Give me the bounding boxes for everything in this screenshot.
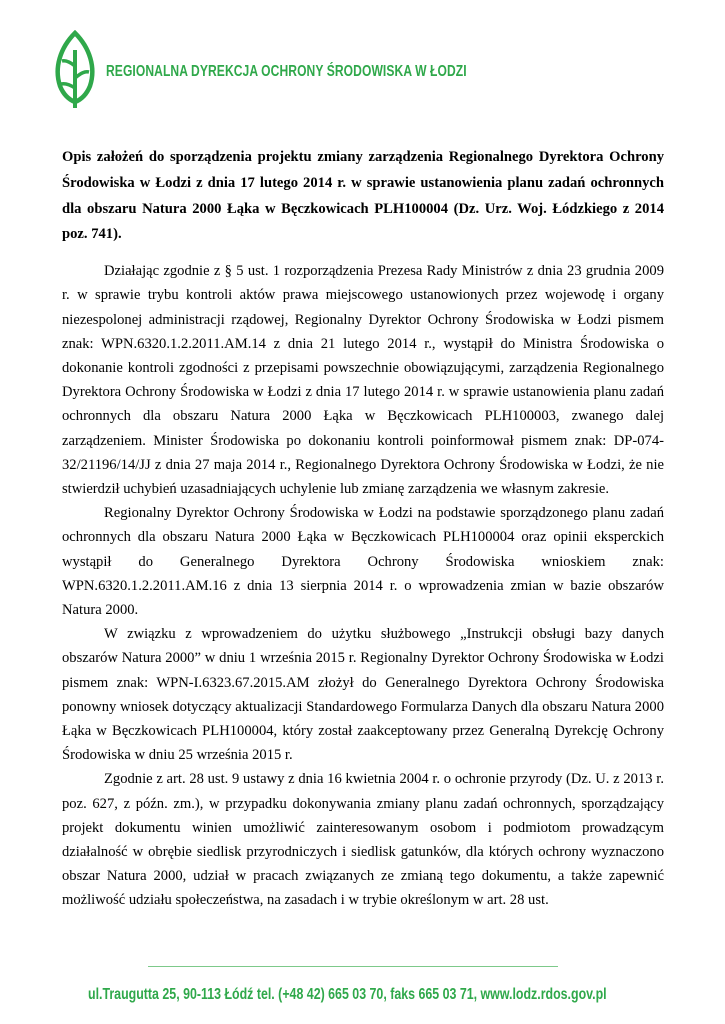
organization-name: REGIONALNA DYREKCJA OCHRONY ŚRODOWISKA W ŁODZI <box>106 63 467 80</box>
footer-address: ul.Traugutta 25, 90-113 Łódź tel. (+48 42) 665 03 70, faks 665 03 71, www.lodz.rdos.gov.pl <box>88 986 607 1003</box>
paragraph: Działając zgodnie z § 5 ust. 1 rozporządzenia Prezesa Rady Ministrów z dnia 23 grudnia 2009 r. w sprawie trybu kontroli aktów prawa miejscowego ustanowionych przez wojewodę i organy niezespolonej administracji rządowej, Regionalny Dyrektor Ochrony Środowiska w Łodzi pismem znak: WPN.6320.1.2.2011.AM.14 z dnia 21 lutego 2014 r., wystąpił do Ministra Środowiska o dokonanie kontroli zgodności z przepisami powszechnie obowiązującymi, zarządzenia Regionalnego Dyrektora Ochrony Środowiska w Łodzi z dnia 17 lutego 2014 r. w sprawie ustanowienia planu zadań ochronnych dla obszaru Natura 2000 Łąka w Bęczkowicach PLH100003, zwanego dalej zarządzeniem. Minister Środowiska po dokonaniu kontroli poinformował pismem znak: DP-074-32/21196/14/JJ z dnia 27 maja 2014 r., Regionalnego Dyrektora Ochrony Środowiska w Łodzi, że nie stwierdził uchybień uzasadniających uchylenie lub zmianę zarządzenia we własnym zakresie. <box>62 263 664 498</box>
leaf-logo-icon <box>52 30 98 110</box>
paragraph: W związku z wprowadzeniem do użytku służbowego „Instrukcji obsługi bazy danych obszarów Natura 2000” w dniu 1 września 2015 r. Regionalny Dyrektor Ochrony Środowiska w Łodzi pismem znak: WPN-I.6323.67.2015.AM złożył do Generalnego Dyrektora Ochrony Środowiska ponowny wniosek dotyczący aktualizacji Standardowego Formularza Danych dla obszaru Natura 2000 Łąka w Bęczkowicach PLH100004, który został zaakceptowany przez Generalną Dyrekcję Ochrony Środowiska w dniu 25 września 2015 r. <box>62 626 664 764</box>
letterhead <box>52 30 652 110</box>
footer-divider <box>148 966 558 967</box>
document-title: Opis założeń do sporządzenia projektu zmiany zarządzenia Regionalnego Dyrektora Ochrony Środowiska w Łodzi z dnia 17 lutego 2014 r. w sprawie ustanowienia planu zadań ochronnych dla obszaru Natura 2000 Łąka w Bęczkowicach PLH100004 (Dz. Urz. Woj. Łódzkiego z 2014 poz. 741). <box>62 149 664 243</box>
document-body <box>62 145 664 913</box>
paragraph: Regionalny Dyrektor Ochrony Środowiska w Łodzi na podstawie sporządzonego planu zadań ochronnych dla obszaru Natura 2000 Łąka w Bęczkowicach PLH100004 oraz opinii eksperckich wystąpił do Generalnego Dyrektora Ochrony Środowiska wnioskiem znak: WPN.6320.1.2.2011.AM.16 z dnia 13 sierpnia 2014 r. o wprowadzenia zmian w bazie obszarów Natura 2000. <box>62 505 664 619</box>
paragraph: Zgodnie z art. 28 ust. 9 ustawy z dnia 16 kwietnia 2004 r. o ochronie przyrody (Dz. U. z 2013 r. poz. 627, z późn. zm.), w przypadku dokonywania zmiany planu zadań ochronnych, sporządzający projekt dokumentu winien umożliwić zainteresowanym osobom i podmiotom prowadzącym działalność w obrębie siedlisk przyrodniczych i siedlisk gatunków, dla których ochrony wyznaczono obszar Natura 2000, udział w pracach związanych ze zmianą tego dokumentu, a także zapewnić możliwość udziału społeczeństwa, na zasadach i w trybie określonym w art. 28 ust. <box>62 771 664 909</box>
